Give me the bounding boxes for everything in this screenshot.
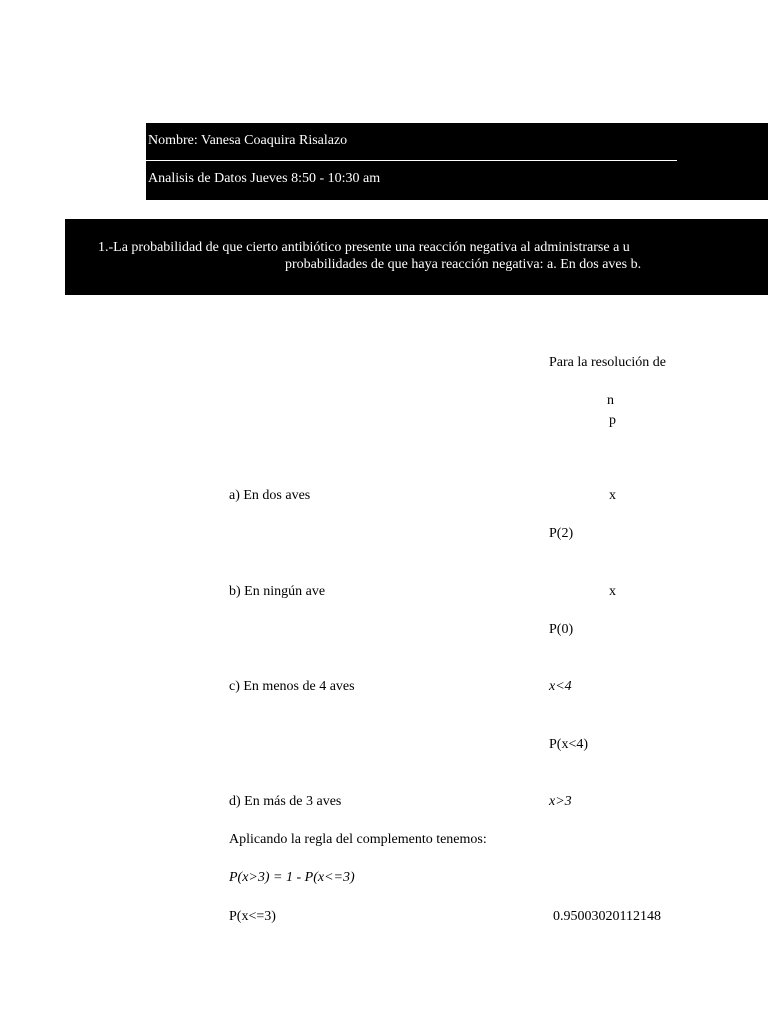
item-b-probability: P(0) [549,622,574,637]
header-band [146,123,768,200]
item-b-x: x [609,584,616,599]
n-label: n [607,393,614,408]
item-c-probability: P(x<4) [549,737,589,752]
student-name: Nombre: Vanesa Coaquira Risalazo [148,133,348,148]
item-b-label: b) En ningún ave [229,584,326,599]
p-label: p [609,413,616,428]
item-d-x: x>3 [549,794,572,809]
complement-probability-label: P(x<=3) [229,909,276,924]
problem-line-1: 1.-La probabilidad de que cierto antibiótico presente una reacción negativa al administrarse a u [98,240,630,255]
header-divider [146,160,677,161]
problem-statement [65,219,768,295]
complement-intro: Aplicando la regla del complemento tenemos: [229,832,487,847]
item-a-x: x [609,488,616,503]
item-a-probability: P(2) [549,526,574,541]
complement-probability-value: 0.95003020112148 [553,909,661,924]
item-c-label: c) En menos de 4 aves [229,679,355,694]
item-a-label: a) En dos aves [229,488,311,503]
course-info: Analisis de Datos Jueves 8:50 - 10:30 am [148,171,381,186]
resolution-intro: Para la resolución de [549,355,667,370]
problem-line-2: probabilidades de que haya reacción negativa: a. En dos aves b. [285,257,642,272]
complement-formula: P(x>3) = 1 - P(x<=3) [229,870,355,885]
item-d-label: d) En más de 3 aves [229,794,342,809]
item-c-x: x<4 [549,679,572,694]
